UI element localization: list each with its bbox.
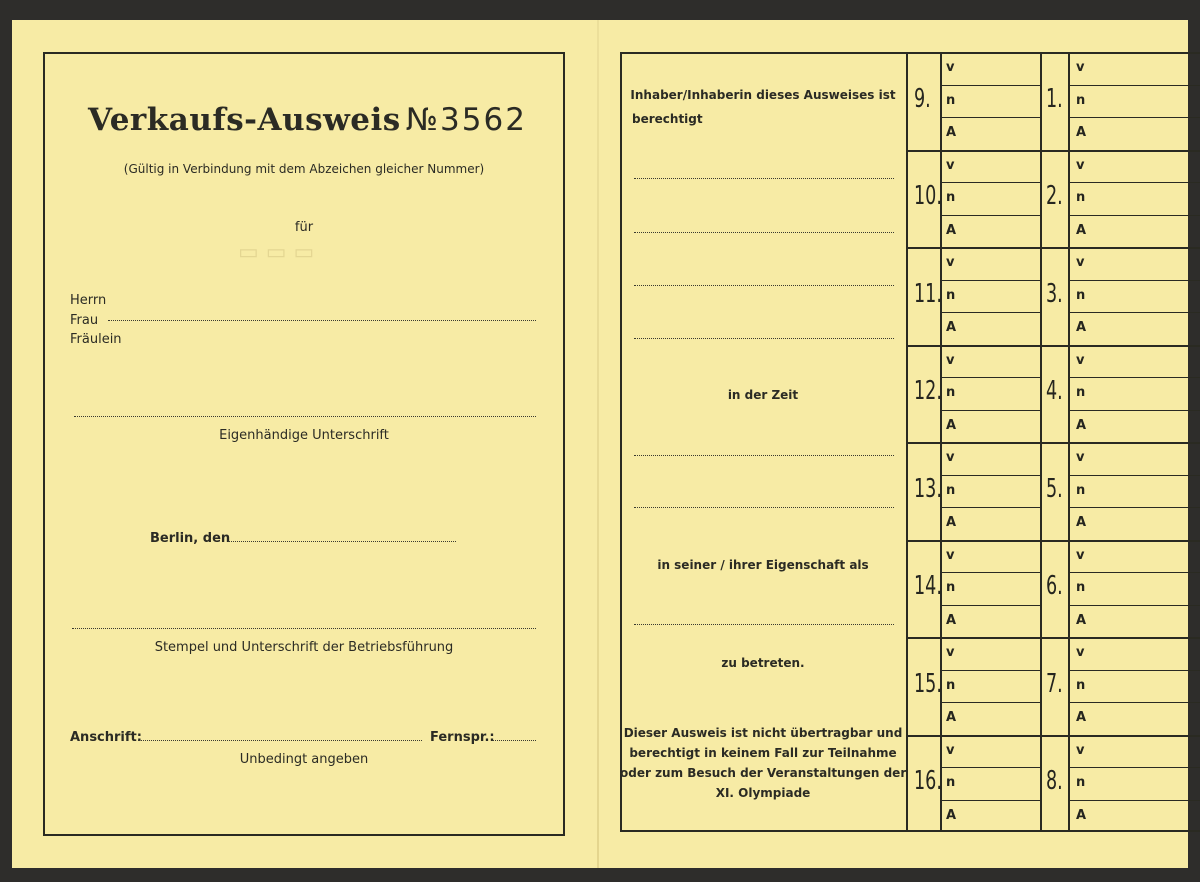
place-line-1 [634, 178, 894, 179]
row-letter-a-upper: A [1076, 320, 1087, 335]
grid-sub-line [1068, 670, 1200, 671]
grid-sub-line [940, 572, 1040, 573]
row-letter-n: n [1076, 677, 1086, 693]
validity-note: (Gültig in Verbindung mit dem Abzeichen gleicher Nummer) [123, 162, 485, 176]
notice-line-4: XI. Olympiade [715, 786, 811, 800]
place-line-3 [634, 285, 894, 286]
grid-sub-line [1068, 410, 1200, 411]
grid-sub-line [1068, 215, 1200, 216]
period-line-2 [634, 507, 894, 508]
grid-sub-line [1068, 117, 1200, 118]
grid-sub-line [1068, 605, 1200, 606]
grid-sub-line [1068, 475, 1200, 476]
row-letter-a-upper: A [946, 320, 957, 335]
row-letter-a-upper: A [1076, 515, 1087, 530]
row-letter-v: v [1076, 645, 1085, 660]
faded-stamp: ▭ ▭ ▭ [238, 240, 315, 265]
row-letter-v: v [946, 352, 955, 368]
grid-sub-line [940, 117, 1040, 118]
period-text: in der Zeit [727, 388, 799, 402]
row-letter-n: n [1076, 385, 1086, 400]
day-number: 10. [914, 181, 942, 212]
row-letter-n: n [946, 775, 956, 790]
grid-sub-line [1068, 572, 1200, 573]
grid-sub-line [940, 605, 1040, 606]
row-letter-v: v [946, 645, 955, 660]
row-letter-v: v [946, 255, 955, 270]
row-letter-a-upper: A [1076, 417, 1087, 433]
row-letter-a-upper: A [1076, 125, 1087, 140]
grid-row-line [906, 150, 1200, 152]
enter-text: zu betreten. [721, 656, 805, 670]
grid-row-line [906, 735, 1200, 737]
row-letter-a-upper: A [946, 417, 957, 433]
grid-row-line [906, 442, 1200, 444]
day-number: 16. [914, 766, 942, 797]
entitled-text: berechtigt [632, 112, 703, 126]
row-letter-a-upper: A [946, 612, 957, 628]
day-number: 5. [1046, 473, 1063, 504]
capacity-line [634, 624, 894, 625]
notice-line-3: oder zum Besuch der Veranstaltungen der [620, 766, 907, 780]
row-letter-n: n [946, 482, 956, 498]
grid-sub-line [940, 475, 1040, 476]
grid-sub-line [1068, 800, 1200, 801]
place-line-4 [634, 338, 894, 339]
row-letter-v: v [946, 157, 955, 173]
row-letter-a-upper: A [1076, 612, 1087, 628]
row-letter-v: v [1076, 60, 1085, 75]
place-line-2 [634, 232, 894, 233]
phone-line [492, 740, 536, 741]
day-number: 14. [914, 571, 942, 602]
grid-sub-line [1068, 767, 1200, 768]
title-block [88, 102, 527, 138]
grid-sub-line [940, 280, 1040, 281]
grid-sub-line [940, 767, 1040, 768]
row-letter-a-upper: A [946, 710, 957, 725]
day-number: 6. [1046, 571, 1063, 602]
grid-sub-line [940, 85, 1040, 86]
row-letter-n: n [1076, 287, 1086, 303]
stamp-line [72, 628, 536, 629]
grid-sub-line [940, 377, 1040, 378]
grid-sub-line [1068, 182, 1200, 183]
name-line [108, 320, 536, 321]
holder-text: Inhaber/Inhaberin dieses Ausweises ist [630, 88, 896, 102]
signature-label: Eigenhändige Unterschrift [219, 428, 389, 443]
stamp-label: Stempel und Unterschrift der Betriebsführung [154, 640, 454, 655]
grid-sub-line [940, 312, 1040, 313]
grid-sub-line [940, 215, 1040, 216]
grid-sub-line [1068, 702, 1200, 703]
row-letter-a-upper: A [1076, 710, 1087, 725]
grid-sub-line [940, 800, 1040, 801]
row-letter-n: n [1076, 190, 1086, 205]
address-note: Unbedingt angeben [239, 752, 369, 767]
salutation-fraeulein: Fräulein [70, 332, 122, 347]
grid-sub-line [1068, 377, 1200, 378]
pass-title: Verkaufs-Ausweis [88, 102, 401, 138]
day-number: 13. [914, 473, 942, 504]
day-number: 2. [1046, 181, 1063, 212]
row-letter-n: n [946, 92, 956, 108]
row-letter-n: n [1076, 482, 1086, 498]
row-letter-n: n [1076, 92, 1086, 108]
day-number: 12. [914, 376, 942, 407]
row-letter-n: n [946, 190, 956, 205]
grid-sub-line [1068, 280, 1200, 281]
row-letter-v: v [946, 450, 955, 465]
row-letter-a-upper: A [946, 125, 957, 140]
row-letter-v: v [1076, 450, 1085, 465]
row-letter-n: n [1076, 775, 1086, 790]
grid-sub-line [1068, 312, 1200, 313]
grid-row-line [906, 540, 1200, 542]
grid-sub-line [940, 507, 1040, 508]
grid-sub-line [940, 410, 1040, 411]
grid-sub-line [1068, 507, 1200, 508]
row-letter-a-upper: A [946, 222, 957, 238]
notice-line-2: berechtigt in keinem Fall zur Teilnahme [629, 746, 897, 760]
day-number: 11. [914, 278, 942, 309]
day-number: 7. [1046, 668, 1063, 699]
day-grid [906, 52, 1200, 832]
fuer-label: für [294, 220, 314, 235]
grid-sub-line [940, 702, 1040, 703]
row-letter-a-upper: A [946, 515, 957, 530]
row-letter-n: n [946, 677, 956, 693]
day-number: 8. [1046, 766, 1063, 797]
day-number: 1. [1046, 83, 1063, 114]
grid-sub-line [940, 182, 1040, 183]
day-number: 3. [1046, 278, 1063, 309]
row-letter-n: n [946, 385, 956, 400]
row-letter-a-upper: A [1076, 222, 1087, 238]
address-label: Anschrift: [70, 730, 142, 745]
date-line [228, 541, 456, 542]
salutation-frau: Frau [70, 313, 99, 328]
salutation-herrn: Herrn [70, 293, 107, 308]
fold-line [597, 20, 599, 868]
address-line [138, 740, 422, 741]
row-letter-n: n [1076, 580, 1086, 595]
period-line-1 [634, 455, 894, 456]
capacity-text: in seiner / ihrer Eigenschaft als [657, 558, 869, 572]
grid-row-line [906, 247, 1200, 249]
grid-sub-line [940, 670, 1040, 671]
grid-row-line [906, 345, 1200, 347]
grid-sub-line [1068, 85, 1200, 86]
phone-label: Fernspr.: [430, 730, 495, 745]
row-letter-v: v [946, 742, 955, 758]
row-letter-a-upper: A [1076, 807, 1087, 823]
row-letter-n: n [946, 580, 956, 595]
notice-line-1: Dieser Ausweis ist nicht übertragbar und [623, 726, 903, 740]
row-letter-n: n [946, 287, 956, 303]
signature-line [74, 416, 536, 417]
pass-number: №3562 [405, 102, 527, 138]
row-letter-v: v [1076, 742, 1085, 758]
grid-row-line [906, 637, 1200, 639]
row-letter-v: v [1076, 547, 1085, 563]
row-letter-v: v [946, 60, 955, 75]
row-letter-v: v [1076, 157, 1085, 173]
row-letter-a-upper: A [946, 807, 957, 823]
row-letter-v: v [1076, 352, 1085, 368]
day-number: 15. [914, 668, 942, 699]
day-number: 4. [1046, 376, 1063, 407]
day-number: 9. [914, 83, 931, 114]
row-letter-v: v [1076, 255, 1085, 270]
place-date-label: Berlin, den [150, 531, 231, 546]
row-letter-v: v [946, 547, 955, 563]
